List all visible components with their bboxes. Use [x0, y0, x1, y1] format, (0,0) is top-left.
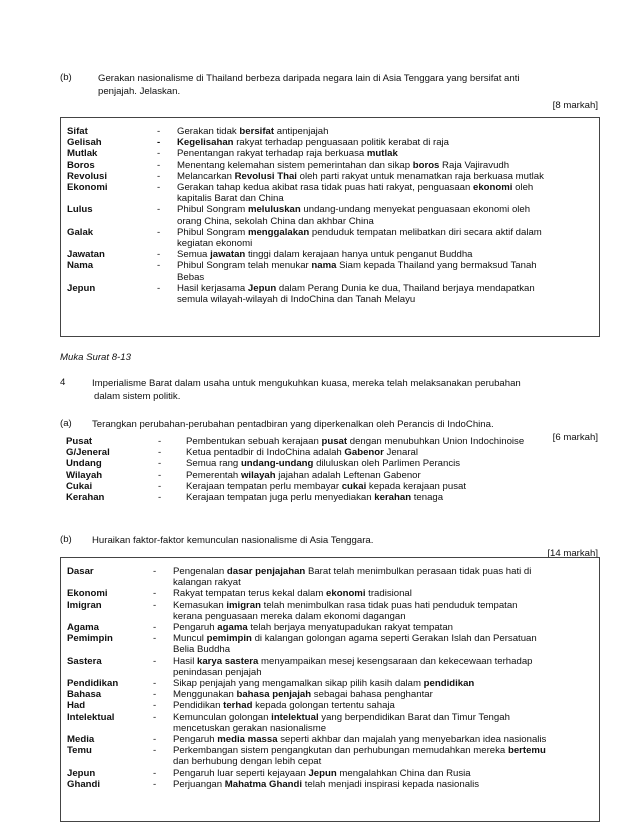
term-key: Bahasa [67, 689, 102, 701]
definition-continuation: dan berhubung dengan lebih cepat [173, 756, 322, 768]
definition-text: Phibul Songram [177, 204, 248, 216]
term-key: Cukai [66, 480, 93, 492]
dash-separator: - [153, 711, 157, 723]
dash-separator: - [153, 566, 157, 577]
definition-text: rakyat terhadap penguasaan politik kerabat di raja [233, 137, 449, 149]
dash-separator: - [158, 447, 162, 459]
term-key: Nama [67, 260, 94, 272]
dash-separator: - [158, 436, 162, 447]
definition-text: Menentang kelemahan sistem pemerintahan dan sikap [177, 159, 413, 171]
definition-row [67, 622, 599, 633]
definition-text: Pengenalan [173, 566, 227, 577]
term-key: Had [67, 700, 86, 712]
definition-text: Kerajaan tempatan juga perlu menyediakan [186, 492, 375, 504]
dash-separator: - [158, 458, 162, 470]
dash-separator: - [153, 778, 157, 790]
definition-text: tinggi dalam kerajaan hanya untuk penganut Buddha [245, 249, 473, 261]
term-key: Pendidikan [67, 678, 119, 690]
definition-text: Hasil kerjasama [177, 282, 248, 294]
keyword-bold: Kegelisahan [177, 137, 234, 149]
term-definition [186, 481, 600, 492]
term-definition [177, 204, 599, 215]
dash-separator: - [157, 282, 161, 294]
definition-text: mengalahkan China dan Rusia [336, 767, 471, 779]
definition-continuation: orang China, sekolah China dan akhbar China [177, 215, 374, 227]
term-key: Agama [67, 622, 99, 634]
term-key: Intelektual [67, 711, 115, 723]
definition-text: Pengaruh luar seperti kejayaan [173, 767, 309, 779]
keyword-bold: undang-undang [240, 458, 314, 470]
definition-continuation: kegiatan ekonomi [177, 238, 253, 250]
definition-text: penduduk tempatan melibatkan diri secara aktif dalam [309, 226, 542, 238]
keyword-bold: pemimpin [206, 633, 252, 645]
term-key: Jepun [67, 282, 96, 294]
definition-text: menyampaikan mesej kesengsaraan dan kekecewaan terhadap [258, 655, 533, 667]
definition-text: seperti akhbar dan majalah yang menyebarkan idea nasionalis [277, 734, 547, 746]
keyword-bold: bersifat [239, 126, 275, 137]
question-label: 4 [60, 377, 66, 388]
definition-row [66, 436, 600, 447]
definition-row [67, 283, 599, 305]
dash-separator: - [153, 655, 157, 667]
definition-text: kepada golongan tertentu sahaja [252, 700, 395, 712]
keyword-bold: meluluskan [247, 204, 301, 216]
definition-row [67, 768, 599, 779]
term-definition [173, 656, 599, 667]
definition-row [67, 137, 599, 148]
term-definition [173, 633, 599, 644]
question-label: (b) [60, 534, 72, 545]
definition-text: dengan menubuhkan Union Indochinoise [347, 436, 525, 447]
question-label: (a) [60, 418, 72, 429]
term-definition [186, 436, 600, 447]
definition-text: oleh [512, 182, 534, 194]
definition-text: yang berpendidikan Barat dan Timur Tengah [318, 711, 510, 723]
answer-box-thailand [60, 117, 600, 337]
term-key: G/Jeneral [66, 447, 110, 459]
term-key: Kerahan [66, 492, 105, 504]
term-definition [173, 588, 599, 599]
term-definition [177, 126, 599, 137]
definition-text: telah berjaya menyatupadukan rakyat tempatan [247, 622, 454, 634]
definition-row [67, 779, 599, 790]
definition-text: Phibul Songram telah menukar [177, 260, 312, 272]
question-text: Huraikan faktor-faktor kemunculan nasionalisme di Asia Tenggara. [92, 535, 374, 546]
dash-separator: - [153, 689, 157, 701]
answer-box-indochina [60, 428, 600, 518]
keyword-bold: media massa [217, 734, 278, 746]
term-key: Gelisah [67, 137, 102, 149]
definition-row [67, 566, 599, 588]
definition-text: Pengaruh [173, 622, 218, 634]
definition-text: undang-undang menyekat penguasaan ekonomi oleh [300, 204, 531, 216]
definition-text: jajahan adalah Leftenan Gabenor [275, 469, 421, 481]
dash-separator: - [157, 148, 161, 160]
term-definition [173, 566, 599, 577]
term-definition [173, 745, 599, 756]
keyword-bold: Gabenor [344, 447, 384, 459]
keyword-bold: Mahatma Ghandi [224, 778, 303, 790]
term-key: Pusat [66, 436, 93, 447]
definition-text: Raja Vajiravudh [439, 159, 510, 171]
question-4 [60, 377, 598, 403]
term-key: Galak [67, 226, 94, 238]
keyword-bold: wilayah [240, 469, 276, 481]
term-definition [177, 249, 599, 260]
definition-text: Kemunculan golongan [173, 711, 272, 723]
definition-continuation: semula wilayah-wilayah di IndoChina dan Tanah Melayu [177, 294, 416, 306]
definition-continuation: kapitalis Barat dan China [177, 193, 284, 205]
term-key: Jawatan [67, 249, 105, 261]
dash-separator: - [153, 767, 157, 779]
dash-separator: - [157, 204, 161, 216]
keyword-bold: Revolusi Thai [234, 170, 297, 182]
term-key: Mutlak [67, 148, 98, 160]
definition-continuation: Belia Buddha [173, 644, 231, 656]
definition-row [67, 712, 599, 734]
keyword-bold: bertemu [507, 745, 546, 757]
term-key: Dasar [67, 566, 94, 577]
term-key: Revolusi [67, 170, 107, 182]
keyword-bold: ekonomi [473, 182, 513, 194]
term-definition [177, 182, 599, 193]
dash-separator: - [157, 226, 161, 238]
term-key: Ghandi [67, 778, 101, 790]
definition-row [67, 700, 599, 711]
keyword-bold: karya sastera [197, 655, 259, 667]
definition-row [67, 588, 599, 599]
dash-separator: - [158, 492, 162, 504]
keyword-bold: bahasa penjajah [236, 689, 312, 701]
term-key: Temu [67, 745, 92, 757]
definition-text: Melancarkan [177, 170, 235, 182]
dash-separator: - [157, 126, 161, 137]
dash-separator: - [153, 599, 157, 611]
definition-row [66, 481, 600, 492]
term-definition [177, 260, 599, 271]
definition-row [67, 249, 599, 260]
term-definition [173, 622, 599, 633]
definition-text: dalam Perang Dunia ke dua, Thailand berjaya mendapatkan [276, 282, 535, 294]
keyword-bold: jawatan [210, 249, 246, 261]
definition-text: telah menimbulkan rasa tidak puas hati penduduk tempatan [260, 599, 518, 611]
term-key: Pemimpin [67, 633, 113, 645]
keyword-bold: dasar penjajahan [226, 566, 306, 577]
dash-separator: - [157, 249, 161, 261]
section-heading: Muka Surat 8-13 [60, 352, 131, 363]
term-key: Imigran [67, 599, 102, 611]
definition-row [67, 260, 599, 282]
definition-text: Kemasukan [173, 599, 227, 611]
dash-separator: - [158, 469, 162, 481]
definition-text: Penentangan rakyat terhadap raja berkuasa [177, 148, 367, 160]
term-definition [173, 712, 599, 723]
term-definition [173, 768, 599, 779]
dash-separator: - [153, 622, 157, 634]
definition-text: Kerajaan tempatan perlu membayar [186, 480, 342, 492]
question-label: (b) [60, 72, 72, 83]
term-definition [186, 470, 600, 481]
term-key: Ekonomi [67, 588, 108, 600]
term-definition [173, 779, 599, 790]
definition-text: Gerakan tidak [177, 126, 240, 137]
definition-row [67, 745, 599, 767]
dash-separator: - [153, 745, 157, 757]
term-key: Lulus [67, 204, 93, 216]
term-key: Ekonomi [67, 182, 108, 194]
keyword-bold: boros [412, 159, 440, 171]
term-key: Media [67, 734, 95, 746]
dash-separator: - [157, 159, 161, 171]
term-key: Sastera [67, 655, 102, 667]
definition-text: antipenjajah [274, 126, 329, 137]
definition-continuation: penindasan penjajah [173, 666, 262, 678]
keyword-bold: intelektual [271, 711, 319, 723]
definition-row [67, 678, 599, 689]
definition-row [67, 633, 599, 655]
definition-text: tradisional [365, 588, 412, 600]
keyword-bold: kerahan [374, 492, 412, 504]
term-key: Boros [67, 159, 95, 171]
definition-text: Jenaral [383, 447, 419, 459]
term-key: Sifat [67, 126, 88, 137]
definition-text: Perjuangan [173, 778, 225, 790]
definition-row [67, 689, 599, 700]
dash-separator: - [157, 260, 161, 272]
keyword-bold: imigran [226, 599, 261, 611]
keyword-bold: menggalakan [247, 226, 310, 238]
definition-text: sebagai bahasa penghantar [311, 689, 433, 701]
term-key: Jepun [67, 767, 96, 779]
question-text-line2: dalam sistem politik. [94, 391, 181, 402]
definition-row [67, 171, 599, 182]
keyword-bold: ekonomi [326, 588, 366, 600]
definition-row [67, 126, 599, 137]
definition-row [66, 447, 600, 458]
definition-text: Perkembangan sistem pengangkutan dan perhubungan memudahkan mereka [173, 745, 508, 757]
definition-continuation: Bebas [177, 271, 205, 283]
question-4b [60, 534, 598, 547]
definition-continuation: kerana penguasaan mereka dalam ekonomi dagangan [173, 610, 406, 622]
marks-label: [8 markah] [552, 100, 598, 111]
definition-continuation: kalangan rakyat [173, 577, 241, 589]
answer-box-nasionalisme [60, 557, 600, 822]
definition-text: Semua rang [186, 458, 241, 470]
question-3b [60, 72, 598, 98]
definition-row [67, 734, 599, 745]
term-definition [173, 734, 599, 745]
definition-row [67, 656, 599, 678]
definition-row [66, 470, 600, 481]
definition-text: Phibul Songram [177, 226, 248, 238]
dash-separator: - [157, 137, 161, 149]
dash-separator: - [157, 182, 161, 194]
keyword-bold: terhad [223, 700, 253, 712]
definition-row [67, 182, 599, 204]
definition-text: telah menjadi inspirasi kepada nasionalis [302, 778, 480, 790]
definition-text: Ketua pentadbir di IndoChina adalah [186, 447, 345, 459]
question-text-line1: Gerakan nasionalisme di Thailand berbeza daripada negara lain di Asia Tenggara yang bersifat anti [98, 73, 520, 84]
question-text: Terangkan perubahan-perubahan pentadbiran yang diperkenalkan oleh Perancis di IndoChina. [92, 419, 494, 430]
dash-separator: - [153, 700, 157, 712]
term-definition [173, 600, 599, 611]
definition-row [67, 148, 599, 159]
keyword-bold: cukai [341, 480, 367, 492]
definition-text: kepada kerajaan pusat [366, 480, 467, 492]
term-key: Wilayah [66, 469, 103, 481]
term-definition [177, 160, 599, 171]
definition-text: Pemerentah [186, 469, 241, 481]
definition-text: tenaga [411, 492, 444, 504]
definition-text: di kalangan golongan agama seperti Gerakan Islah dan Persatuan [251, 633, 537, 645]
term-definition [186, 458, 600, 469]
definition-row [67, 227, 599, 249]
dash-separator: - [153, 588, 157, 600]
definition-row [67, 204, 599, 226]
term-definition [173, 700, 599, 711]
keyword-bold: nama [311, 260, 337, 272]
keyword-bold: mutlak [366, 148, 398, 160]
definition-text: Barat telah menimbulkan perasaan tidak puas hati di [305, 566, 532, 577]
definition-text: Semua [177, 249, 211, 261]
dash-separator: - [157, 170, 161, 182]
definition-row [67, 600, 599, 622]
dash-separator: - [153, 734, 157, 746]
keyword-bold: Jepun [247, 282, 277, 294]
definition-text: Menggunakan [173, 689, 237, 701]
definition-row [67, 160, 599, 171]
term-definition [177, 171, 599, 182]
dash-separator: - [153, 633, 157, 645]
definition-text: Pendidikan [173, 700, 224, 712]
definition-text: diluluskan oleh Parlimen Perancis [313, 458, 461, 470]
definition-text: oleh parti rakyat untuk menamatkan raja berkuasa mutlak [296, 170, 544, 182]
definition-text: Rakyat tempatan terus kekal dalam [173, 588, 327, 600]
term-definition [186, 492, 600, 503]
question-text-line1: Imperialisme Barat dalam usaha untuk mengukuhkan kuasa, mereka telah melaksanakan perubahan [92, 378, 521, 389]
term-definition [173, 678, 599, 689]
dash-separator: - [158, 480, 162, 492]
keyword-bold: agama [217, 622, 248, 634]
term-definition [177, 137, 599, 148]
keyword-bold: Jepun [308, 767, 337, 779]
definition-continuation: mencetuskan gerakan nasionalisme [173, 722, 327, 734]
term-definition [173, 689, 599, 700]
definition-text: Pengaruh [173, 734, 218, 746]
definition-text: Pembentukan sebuah kerajaan [186, 436, 322, 447]
term-key: Undang [66, 458, 102, 470]
term-definition [177, 283, 599, 294]
dash-separator: - [153, 678, 157, 690]
marks-label: [6 markah] [552, 432, 598, 443]
definition-row [66, 492, 600, 503]
marks-label: [14 markah] [547, 548, 598, 559]
term-definition [177, 227, 599, 238]
definition-row [66, 458, 600, 469]
question-text-line2: penjajah. Jelaskan. [98, 86, 181, 97]
keyword-bold: pusat [321, 436, 348, 447]
definition-text: Gerakan tahap kedua akibat rasa tidak puas hati rakyat, penguasaan [177, 182, 474, 194]
definition-text: Muncul [173, 633, 207, 645]
definition-text: Sikap penjajah yang mengamalkan sikap pilih kasih dalam [173, 678, 424, 690]
term-definition [177, 148, 599, 159]
definition-text: Hasil [173, 655, 197, 667]
term-definition [186, 447, 600, 458]
definition-text: Siam kepada Thailand yang bermaksud Tanah [336, 260, 537, 272]
keyword-bold: pendidikan [423, 678, 475, 690]
